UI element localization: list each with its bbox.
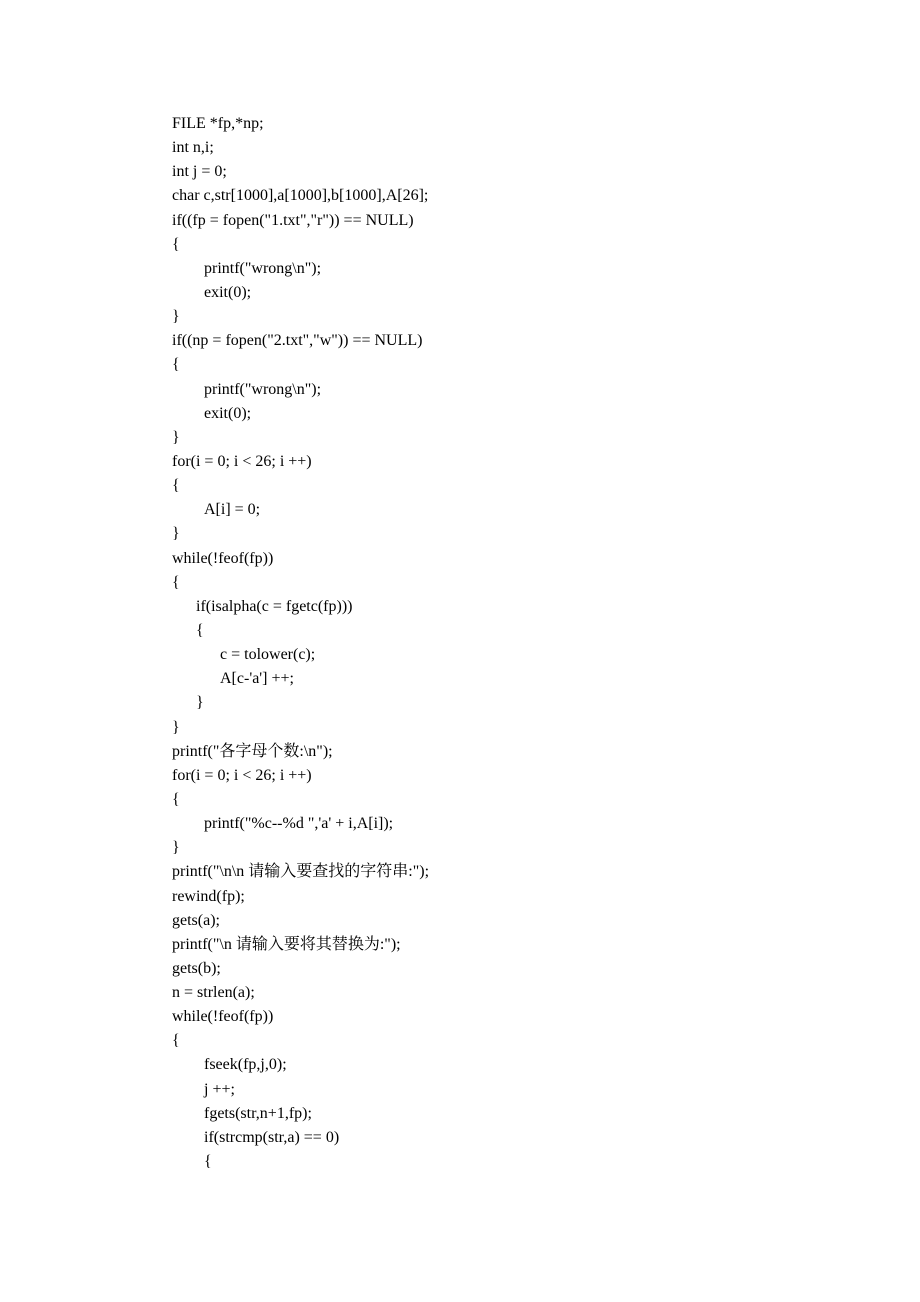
code-line: {: [204, 1153, 212, 1171]
code-listing: [172, 112, 872, 1174]
code-line: {: [172, 1032, 180, 1050]
code-line: c = tolower(c);: [220, 646, 316, 664]
code-line: rewind(fp);: [172, 887, 245, 905]
code-line: fgets(str,n+1,fp);: [204, 1104, 312, 1122]
code-line: A[i] = 0;: [204, 501, 261, 519]
code-line: exit(0);: [204, 283, 252, 301]
code-line: if((np = fopen("2.txt","w")) == NULL): [172, 332, 423, 350]
code-line: n = strlen(a);: [172, 984, 255, 1002]
code-line: while(!feof(fp)): [172, 549, 274, 567]
code-line: printf("wrong\n");: [204, 380, 322, 398]
code-line: printf("%c--%d ",'a' + i,A[i]);: [204, 815, 394, 833]
code-line: A[c-'a'] ++;: [220, 670, 294, 688]
code-line: printf("\n 请输入要将其替换为:");: [172, 935, 401, 953]
code-line: for(i = 0; i < 26; i ++): [172, 766, 312, 784]
code-line: j ++;: [204, 1080, 235, 1098]
code-line: int j = 0;: [172, 163, 227, 181]
code-line: printf("\n\n 请输入要查找的字符串:");: [172, 863, 430, 881]
code-line: fseek(fp,j,0);: [204, 1056, 287, 1074]
code-line: if(strcmp(str,a) == 0): [204, 1128, 340, 1146]
code-line: char c,str[1000],a[1000],b[1000],A[26];: [172, 187, 429, 205]
code-line: if(isalpha(c = fgetc(fp))): [196, 597, 353, 615]
code-line: {: [196, 621, 204, 639]
code-line: {: [172, 573, 180, 591]
code-line: gets(a);: [172, 911, 220, 929]
code-line: }: [172, 308, 180, 326]
code-line: {: [172, 235, 180, 253]
code-line: }: [172, 718, 180, 736]
code-line: exit(0);: [204, 404, 252, 422]
code-line: FILE *fp,*np;: [172, 115, 264, 132]
code-line: {: [172, 477, 180, 495]
code-line: while(!feof(fp)): [172, 1008, 274, 1026]
code-line: printf("wrong\n");: [204, 259, 322, 277]
code-line: }: [172, 525, 180, 543]
code-line: if((fp = fopen("1.txt","r")) == NULL): [172, 211, 414, 229]
code-line: int n,i;: [172, 139, 214, 157]
code-line: }: [172, 839, 180, 857]
code-line: printf("各字母个数:\n");: [172, 742, 333, 760]
code-line: for(i = 0; i < 26; i ++): [172, 452, 312, 470]
code-line: {: [172, 356, 180, 374]
code-line: {: [172, 790, 180, 808]
code-line: }: [172, 428, 180, 446]
code-line: gets(b);: [172, 959, 221, 977]
code-line: }: [196, 694, 204, 712]
